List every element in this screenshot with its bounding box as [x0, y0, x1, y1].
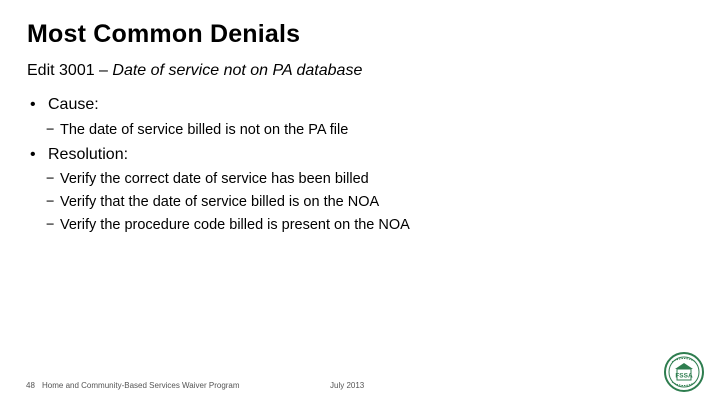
dash-symbol: −: [46, 122, 55, 138]
footer-program: Home and Community-Based Services Waiver Program: [42, 381, 240, 390]
sub-item-text: Verify the procedure code billed is present on the NOA: [60, 217, 410, 233]
bullet-cause: [30, 96, 99, 114]
bullet-symbol: •: [30, 96, 36, 113]
sub-item-text: The date of service billed is not on the PA file: [60, 122, 349, 138]
bullet-label: Resolution:: [48, 146, 129, 163]
slide-title: Most Common Denials: [27, 20, 301, 48]
subtitle-prefix: Edit 3001 –: [27, 62, 113, 79]
sub-item: [46, 217, 410, 233]
logo-text: FSSA: [675, 372, 693, 380]
fssa-seal-icon: [664, 352, 704, 392]
sub-item: [46, 122, 348, 138]
sub-item: [46, 194, 379, 210]
dash-symbol: −: [46, 171, 55, 187]
sub-item-text: Verify that the date of service billed is on the NOA: [60, 194, 380, 210]
bullet-symbol: •: [30, 146, 36, 163]
sub-item: [46, 171, 369, 187]
bullet-label: Cause:: [48, 96, 99, 113]
sub-item-text: Verify the correct date of service has been billed: [60, 171, 369, 187]
footer-date: July 2013: [330, 381, 365, 390]
slide-subtitle: [27, 62, 362, 80]
dash-symbol: −: [46, 194, 55, 210]
dash-symbol: −: [46, 217, 55, 233]
subtitle-italic: Date of service not on PA database: [112, 62, 363, 79]
footer-page-number: 48: [26, 381, 35, 390]
bullet-resolution: [30, 146, 128, 164]
